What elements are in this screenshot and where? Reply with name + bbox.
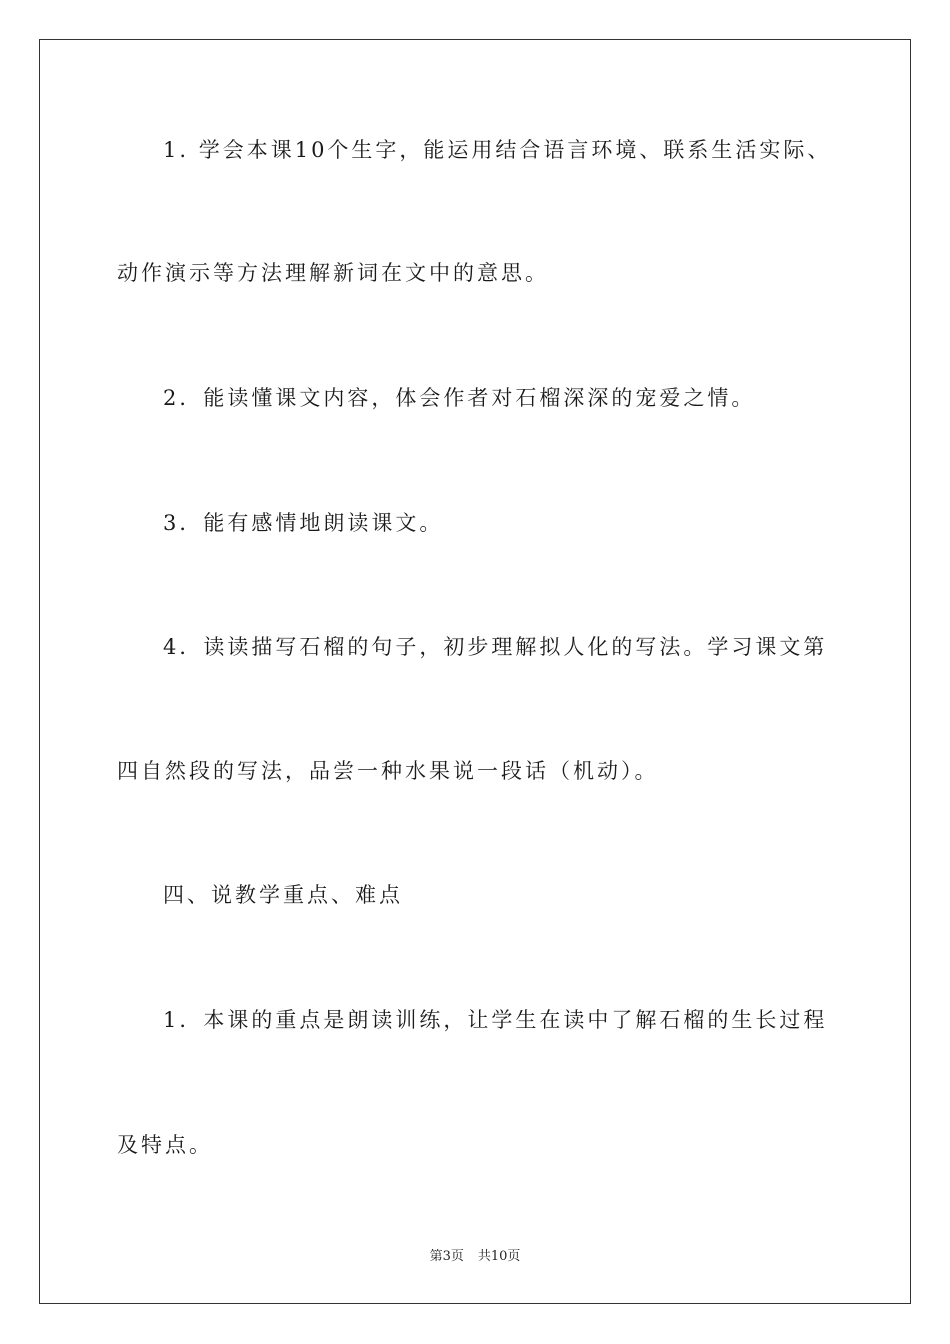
page-number: 第3页 <box>429 1249 464 1264</box>
page-total: 共10页 <box>477 1249 521 1264</box>
objective-4-line-1: 4．读读描写石榴的句子，初步理解拟人化的写法。学习课文第 <box>163 635 828 659</box>
objective-1-line-1: 1. 学会本课10个生字，能运用结合语言环境、联系生活实际、 <box>163 138 832 162</box>
page-border <box>39 39 911 1304</box>
objective-4-line-2: 四自然段的写法，品尝一种水果说一段话（机动）。 <box>117 759 659 783</box>
objective-1-line-2: 动作演示等方法理解新词在文中的意思。 <box>117 261 549 285</box>
section-heading: 四、说教学重点、难点 <box>163 883 403 907</box>
key-point-1-line-1: 1．本课的重点是朗读训练，让学生在读中了解石榴的生长过程 <box>163 1008 828 1032</box>
objective-2: 2．能读懂课文内容，体会作者对石榴深深的宠爱之情。 <box>163 386 756 410</box>
page-footer <box>0 1248 950 1266</box>
key-point-1-line-2: 及特点。 <box>117 1133 213 1157</box>
objective-3: 3．能有感情地朗读课文。 <box>163 511 444 535</box>
